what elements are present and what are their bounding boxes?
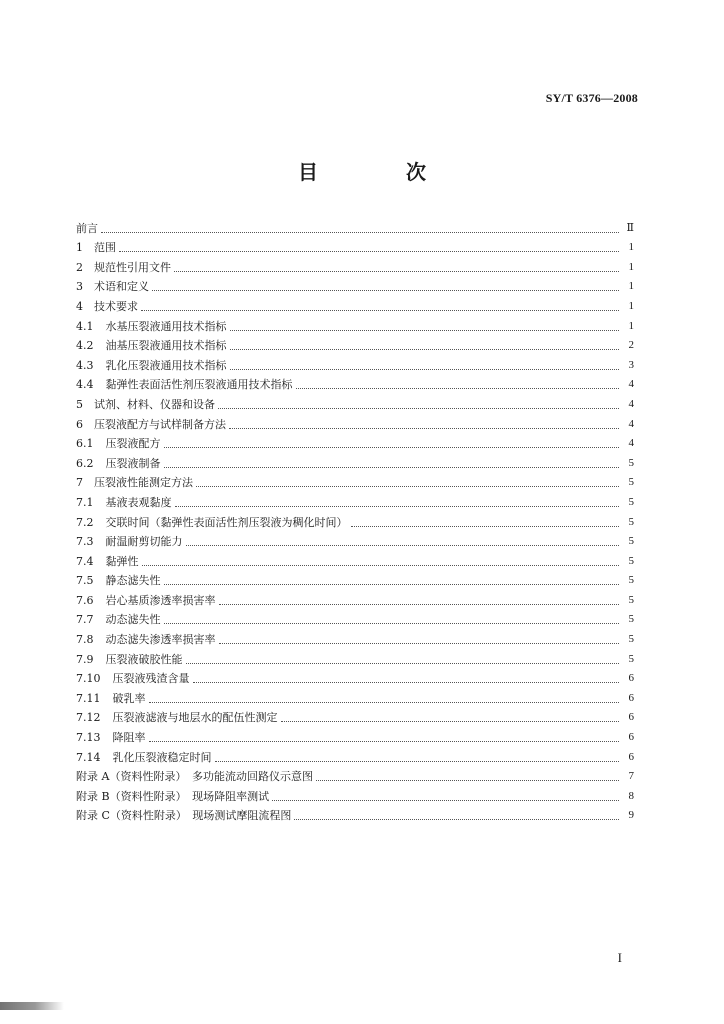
toc-entry-page: 1 [628, 241, 634, 254]
toc-entry-label: 水基压裂液通用技术指标 [105, 319, 227, 333]
toc-entry-page: 6 [628, 731, 634, 744]
toc-entry-label: 动态滤失渗透率损害率 [105, 633, 216, 647]
toc-entry[interactable] [76, 293, 634, 313]
toc-entry-label: 动态滤失性 [105, 613, 161, 627]
toc-entry[interactable] [76, 431, 634, 451]
toc-entry[interactable] [76, 529, 634, 549]
toc-leader-dots [219, 596, 620, 605]
toc-leader-dots [175, 498, 620, 507]
toc-entry-label: 试剂、材料、仪器和设备 [94, 397, 215, 411]
toc-entry-number: 7.12 [76, 711, 101, 725]
toc-entry-page: 1 [628, 299, 634, 312]
page-title: 目 次 [298, 160, 460, 184]
toc-entry[interactable] [76, 607, 634, 627]
toc-entry[interactable] [76, 509, 634, 529]
toc-leader-dots [174, 263, 619, 272]
toc-leader-dots [193, 674, 620, 683]
toc-entry-number: 7.4 [76, 554, 94, 568]
toc-entry-page: 5 [628, 495, 634, 508]
toc-entry-label: 附录 A（资料性附录） 多功能流动回路仪示意图 [76, 770, 313, 784]
toc-entry-number: 6.1 [76, 437, 94, 451]
toc-entry-page: 6 [628, 711, 634, 724]
toc-entry-page: 5 [628, 633, 634, 646]
toc-entry-page: Ⅱ [626, 221, 634, 234]
toc-leader-dots [186, 655, 620, 664]
toc-leader-dots [164, 576, 620, 585]
toc-entry-number: 7.3 [76, 535, 94, 549]
toc-entry-number: 4.4 [76, 378, 94, 392]
toc-entry-page: 5 [628, 554, 634, 567]
toc-entry-label: 术语和定义 [94, 280, 149, 294]
toc-leader-dots [316, 772, 619, 781]
toc-entry[interactable] [76, 274, 634, 294]
toc-entry-number: 7.9 [76, 652, 94, 666]
toc-entry[interactable] [76, 352, 634, 372]
toc-entry-page: 4 [628, 417, 634, 430]
toc-entry-label: 压裂液残渣含量 [112, 672, 190, 686]
toc-entry-number: 5 [76, 397, 83, 411]
toc-entry-number: 7.2 [76, 515, 94, 529]
toc-leader-dots [230, 322, 620, 331]
toc-entry-number: 6 [76, 417, 83, 431]
toc-leader-dots [218, 400, 619, 409]
toc-entry-page: 4 [628, 437, 634, 450]
toc-entry-page: 5 [628, 574, 634, 587]
toc-entry-number: 4 [76, 299, 83, 313]
toc-leader-dots [164, 439, 620, 448]
toc-entry-number: 7.8 [76, 633, 94, 647]
toc-entry[interactable] [76, 626, 634, 646]
toc-leader-dots [351, 518, 620, 527]
toc-leader-dots [119, 243, 619, 252]
toc-entry-number: 3 [76, 280, 83, 294]
toc-entry-number: 2 [76, 260, 83, 274]
toc-entry-label: 前言 [76, 221, 98, 235]
document-code: SY/T 6376—2008 [545, 91, 638, 105]
toc-entry[interactable] [76, 666, 634, 686]
toc-entry-page: 4 [628, 378, 634, 391]
toc-leader-dots [281, 713, 620, 722]
toc-entry-page: 6 [628, 750, 634, 763]
toc-entry-number: 7 [76, 476, 83, 490]
toc-leader-dots [186, 537, 620, 546]
toc-entry-page: 7 [628, 770, 634, 783]
table-of-contents [76, 215, 634, 822]
toc-entry-label: 范围 [94, 241, 116, 255]
toc-entry-number: 1 [76, 241, 83, 255]
toc-entry-page: 1 [628, 260, 634, 273]
toc-leader-dots [164, 615, 620, 624]
toc-entry-page: 3 [628, 358, 634, 371]
toc-entry[interactable] [76, 783, 634, 803]
toc-entry[interactable] [76, 646, 634, 666]
toc-entry-label: 静态滤失性 [105, 574, 161, 588]
toc-leader-dots [219, 635, 620, 644]
toc-entry-number: 7.10 [76, 672, 101, 686]
toc-entry[interactable] [76, 685, 634, 705]
toc-entry-label: 黏弹性表面活性剂压裂液通用技术指标 [105, 378, 293, 392]
toc-leader-dots [101, 224, 619, 233]
toc-entry[interactable] [76, 333, 634, 353]
toc-entry-label: 基液表观黏度 [105, 495, 172, 509]
toc-entry[interactable] [76, 313, 634, 333]
toc-entry[interactable] [76, 215, 634, 235]
toc-entry-label: 破乳率 [112, 691, 146, 705]
toc-entry-label: 压裂液配方与试样制备方法 [94, 417, 226, 431]
toc-entry-page: 5 [628, 476, 634, 489]
toc-entry-number: 4.1 [76, 319, 94, 333]
page-number: I [617, 950, 622, 965]
toc-entry-label: 附录 C（资料性附录） 现场测试摩阻流程图 [76, 809, 292, 823]
toc-entry-number: 6.2 [76, 456, 94, 470]
toc-entry-page: 1 [628, 319, 634, 332]
scan-artifact [0, 1002, 64, 1010]
toc-leader-dots [141, 302, 619, 311]
toc-entry-number: 7.5 [76, 574, 94, 588]
toc-entry-label: 交联时间（黏弹性表面活性剂压裂液为稠化时间） [105, 515, 348, 529]
toc-entry[interactable] [76, 391, 634, 411]
toc-entry-label: 压裂液滤液与地层水的配伍性测定 [112, 711, 278, 725]
toc-entry[interactable] [76, 705, 634, 725]
toc-entry-page: 6 [628, 672, 634, 685]
toc-entry[interactable] [76, 489, 634, 509]
toc-entry-page: 4 [628, 397, 634, 410]
toc-leader-dots [149, 733, 620, 742]
toc-entry[interactable] [76, 254, 634, 274]
toc-entry-number: 7.13 [76, 731, 101, 745]
toc-entry[interactable] [76, 803, 634, 823]
toc-leader-dots [230, 341, 620, 350]
toc-entry-label: 降阻率 [112, 731, 146, 745]
toc-entry-label: 压裂液配方 [105, 437, 161, 451]
toc-entry-label: 压裂液破胶性能 [105, 652, 183, 666]
toc-entry-label: 压裂液制备 [105, 456, 161, 470]
toc-entry-page: 8 [628, 789, 634, 802]
toc-entry-page: 9 [628, 809, 634, 822]
toc-entry-label: 附录 B（资料性附录） 现场降阻率测试 [76, 789, 270, 803]
toc-entry[interactable] [76, 235, 634, 255]
toc-entry-label: 压裂液性能测定方法 [94, 476, 193, 490]
toc-leader-dots [164, 459, 620, 468]
toc-entry-label: 规范性引用文件 [94, 260, 171, 274]
toc-entry[interactable] [76, 411, 634, 431]
toc-entry-page: 5 [628, 613, 634, 626]
toc-entry[interactable] [76, 450, 634, 470]
toc-entry[interactable] [76, 568, 634, 588]
toc-entry-label: 乳化压裂液稳定时间 [112, 750, 212, 764]
toc-entry[interactable] [76, 744, 634, 764]
toc-leader-dots [296, 380, 620, 389]
toc-leader-dots [294, 811, 619, 820]
toc-entry-page: 5 [628, 535, 634, 548]
toc-entry[interactable] [76, 587, 634, 607]
toc-leader-dots [152, 282, 619, 291]
toc-entry-page: 5 [628, 652, 634, 665]
toc-entry-number: 7.11 [76, 691, 101, 705]
toc-entry-number: 4.2 [76, 339, 94, 353]
toc-leader-dots [215, 753, 620, 762]
toc-entry-number: 7.1 [76, 495, 94, 509]
toc-entry-page: 6 [628, 691, 634, 704]
toc-leader-dots [142, 557, 620, 566]
toc-entry-number: 7.7 [76, 613, 94, 627]
toc-entry-page: 5 [628, 593, 634, 606]
toc-leader-dots [230, 361, 620, 370]
toc-entry-number: 7.6 [76, 593, 94, 607]
toc-entry[interactable] [76, 724, 634, 744]
toc-entry-label: 技术要求 [94, 299, 138, 313]
toc-entry-page: 5 [628, 456, 634, 469]
toc-entry-page: 5 [628, 515, 634, 528]
toc-leader-dots [149, 694, 620, 703]
toc-entry[interactable] [76, 764, 634, 784]
toc-entry-page: 1 [628, 280, 634, 293]
toc-leader-dots [196, 478, 619, 487]
toc-entry[interactable] [76, 470, 634, 490]
toc-entry-label: 乳化压裂液通用技术指标 [105, 358, 227, 372]
toc-entry-label: 油基压裂液通用技术指标 [105, 339, 227, 353]
toc-entry-number: 4.3 [76, 358, 94, 372]
toc-entry-label: 耐温耐剪切能力 [105, 535, 183, 549]
toc-leader-dots [272, 792, 619, 801]
toc-entry-label: 黏弹性 [105, 554, 139, 568]
toc-entry[interactable] [76, 372, 634, 392]
toc-entry-label: 岩心基质渗透率损害率 [105, 593, 216, 607]
toc-entry[interactable] [76, 548, 634, 568]
toc-entry-page: 2 [628, 339, 634, 352]
toc-leader-dots [229, 420, 619, 429]
toc-entry-number: 7.14 [76, 750, 101, 764]
